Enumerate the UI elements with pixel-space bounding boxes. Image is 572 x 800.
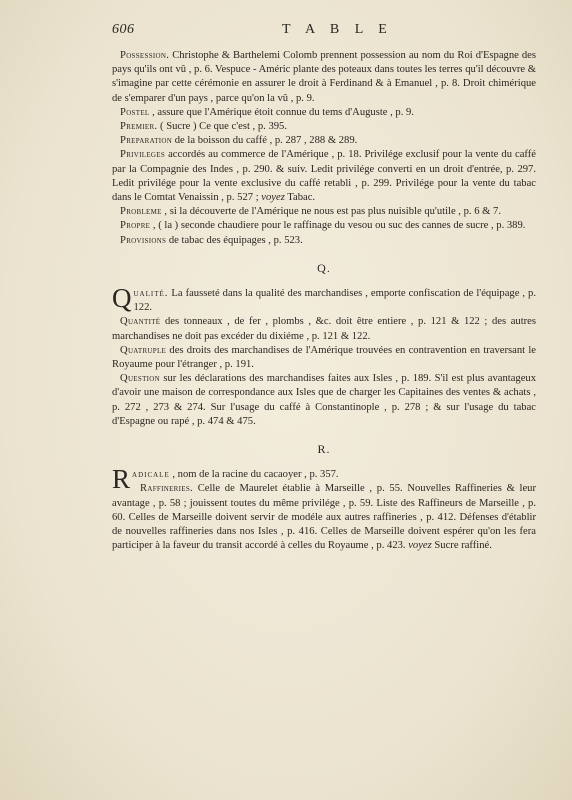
entry-head: Probleme bbox=[120, 206, 162, 218]
entry-head: Question bbox=[120, 373, 160, 385]
index-entry bbox=[112, 120, 536, 134]
index-entry bbox=[112, 49, 536, 106]
index-entry bbox=[112, 205, 536, 219]
entry-head: Raffineries. bbox=[140, 483, 194, 495]
entry-text: accordés au commerce de l'Amérique , p. 18. Privilége exclusif pour la vente du caffé par la Compagnie des Indes , p. 290. & suiv. Ledit privilége converti en un droit d'entrée, p. 297. Ledit privilége pour la vente exclusive du caffé retabli , p. 299. Privilége pour la vente du tabac dans le Comtat Venaissin , p. 527 ; bbox=[112, 149, 536, 204]
index-entry bbox=[112, 134, 536, 148]
page-number: 606 bbox=[112, 22, 135, 37]
r-entries bbox=[112, 482, 536, 553]
entry-head: Provisions bbox=[120, 234, 167, 246]
section-letter-r: R. bbox=[317, 442, 331, 457]
entry-head: Postel bbox=[120, 106, 150, 118]
entry-head: Privileges bbox=[120, 149, 166, 161]
entry-see-also: voyez bbox=[261, 192, 285, 204]
entry-text: de tabac des équipages , p. 523. bbox=[166, 234, 303, 246]
section-letter-q: Q. bbox=[317, 260, 331, 275]
entry-text: Celle de Maurelet établie à Marseille , p. 55. Nouvelles Raffineries & leur avantage , p. 58 ; jouissent toutes du même privilége , p. 59. Liste des Raffineurs de Marseille , p. 60. Celles de Marseille doivent servir de modéle aux autres raffineries , p. 412. Défenses d'établir de nouvelles raffineries dans nos Isles , p. 416. Celles de Marseille doivent espérer qu'on les fera participer à la faveur du transit accordé à celles du Royaume , p. 423. bbox=[112, 483, 536, 552]
entry-head: Quatruple bbox=[120, 344, 167, 356]
index-entry bbox=[112, 482, 536, 553]
index-entry bbox=[112, 148, 536, 205]
entry-see-also-target: Tabac. bbox=[284, 192, 316, 204]
drop-cap-q: Q bbox=[112, 283, 132, 314]
entry-text: des tonneaux , de fer , plombs , &c. doit être entiere , p. 121 & 122 ; des autres marchandises ne doit pas excéder du dixiéme , p. 121 & 122. bbox=[112, 316, 536, 342]
entry-head: Preparation bbox=[120, 135, 173, 147]
index-entry bbox=[112, 234, 536, 248]
index-entry bbox=[112, 372, 536, 429]
entry-text: Christophe & Barthelemi Colomb prennent possession au nom du Roi d'Espagne des pays qu'ils ont vû , p. 6. Vespuce - Améric plante des poteaux dans toutes les terres qu'il découvre & s'imagine par cette cérémonie en assurer le droit à Ferdinand & à Emanuel , p. 8. Droit chimérique de s'emparer d'un pays , parce qu'on la vû , p. 9. bbox=[112, 50, 536, 104]
running-title: T A B L E bbox=[282, 22, 393, 37]
entry-text: des droits des marchandises de l'Amérique trouvées en contravention en traversant le Royaume pour l'étranger , p. 191. bbox=[112, 344, 536, 371]
q-entries bbox=[112, 315, 536, 429]
index-content bbox=[112, 49, 536, 554]
index-entry-qualite bbox=[112, 283, 536, 315]
entry-head: adicale bbox=[132, 469, 170, 481]
entry-head: Premier. bbox=[120, 121, 158, 133]
index-entry bbox=[112, 219, 536, 233]
entry-head: Quantité bbox=[120, 316, 161, 328]
entry-see-also-target: Sucre raffiné. bbox=[431, 540, 492, 552]
entry-text: , nom de la racine du cacaoyer , p. 357. bbox=[169, 469, 339, 481]
index-entry bbox=[112, 106, 536, 120]
entry-head: Propre bbox=[120, 220, 151, 232]
entry-text: de la boisson du caffé , p. 287 , 288 & 289. bbox=[172, 135, 358, 147]
entry-text: La fausseté dans la qualité des marchandises , emporte confiscation de l'équipage , p. 122. bbox=[133, 288, 536, 314]
p-entries bbox=[112, 49, 536, 248]
entry-text: , si la découverte de l'Amérique ne nous est pas plus nuisible qu'utile , p. 6 & 7. bbox=[161, 206, 501, 218]
index-entry bbox=[112, 344, 536, 372]
drop-cap-r: R bbox=[112, 464, 131, 495]
entry-text: ( Sucre ) Ce que c'est , p. 395. bbox=[157, 121, 287, 133]
entry-text: , assure que l'Amérique étoit connue du tems d'Auguste , p. 9. bbox=[149, 106, 414, 118]
index-entry bbox=[112, 315, 536, 343]
entry-see-also: voyez bbox=[408, 540, 432, 552]
entry-head: ualité. bbox=[133, 288, 169, 300]
entry-text: , ( la ) seconde chaudiere pour le raffinage du vesou ou suc des cannes de sucre , p. 389. bbox=[150, 220, 526, 232]
page-header bbox=[112, 22, 532, 42]
entry-head: Possession. bbox=[120, 50, 170, 61]
entry-text: sur les déclarations des marchandises faites aux Isles , p. 189. S'il est plus avantageux d'avoir une maison de correspondance aux Isles que de charger les Capitaines des ventes & achats , p. 272 , 273 & 274. Sur l'usage du caffé à Constantinople , p. 278 ; & sur l'usage du tabac d'Espagne ou rapé , p. 474 & 475. bbox=[112, 373, 536, 427]
